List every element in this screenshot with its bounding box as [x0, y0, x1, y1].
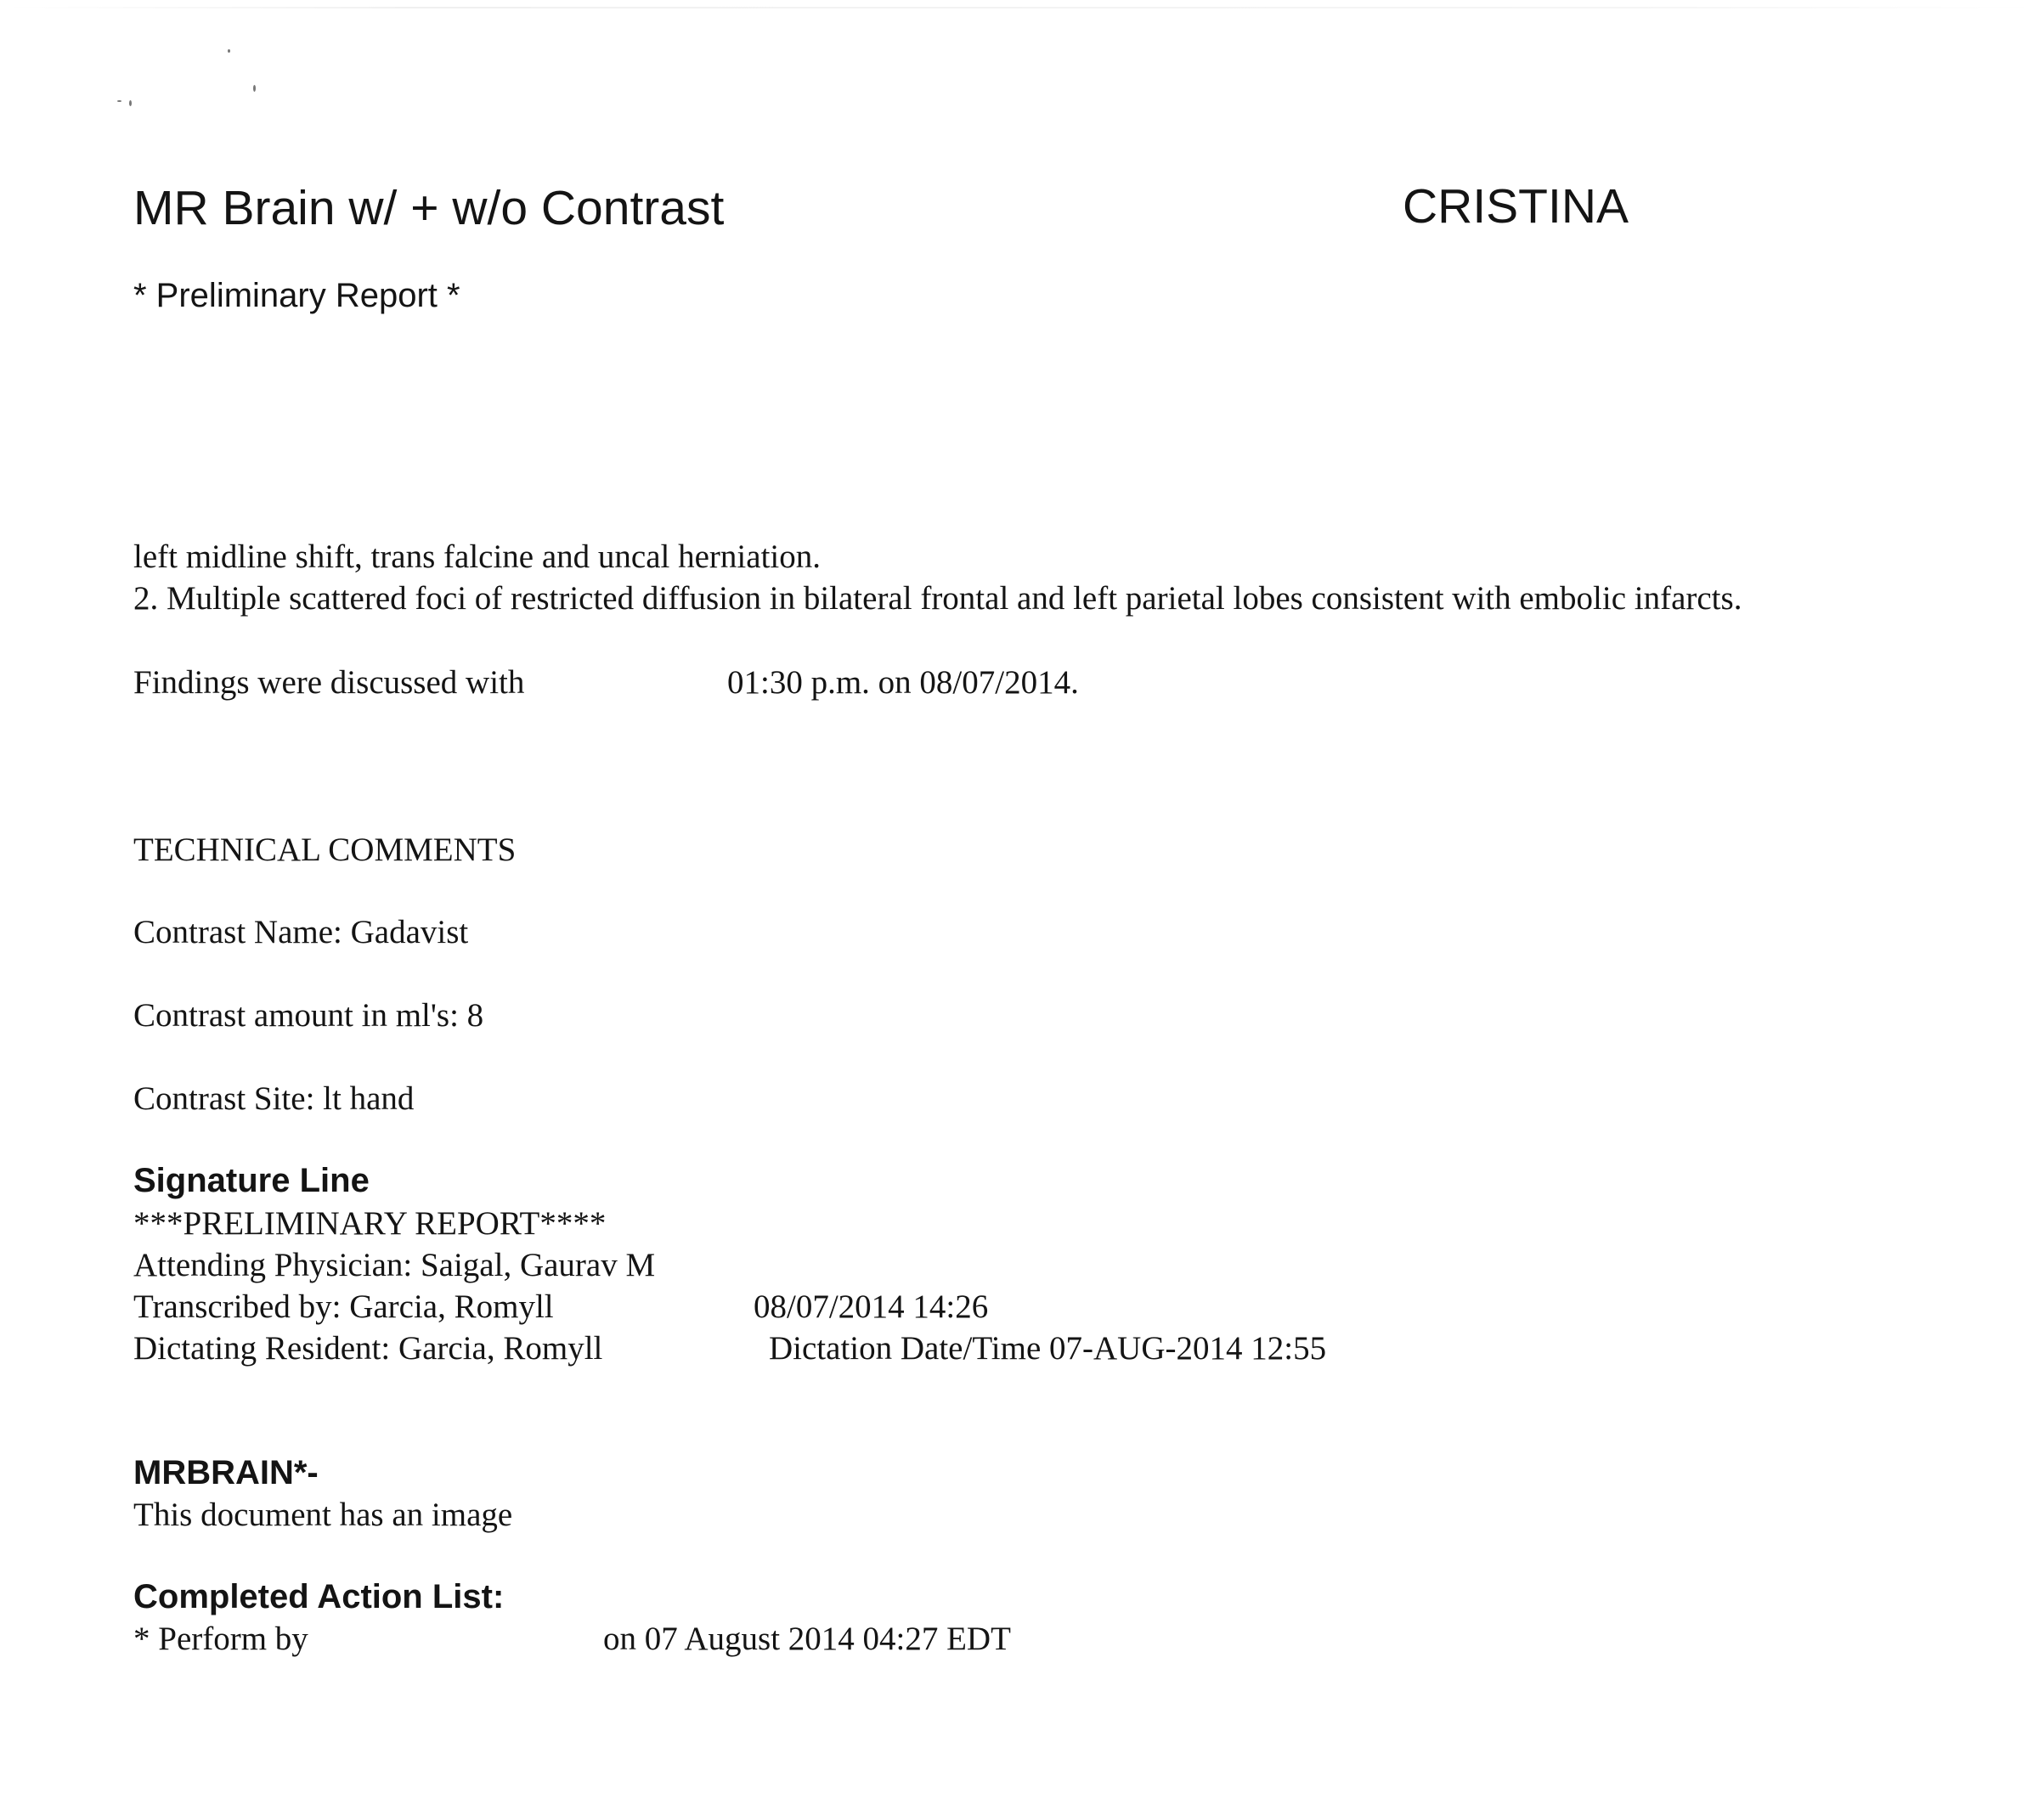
report-status: * Preliminary Report * [133, 277, 460, 314]
scan-edge [0, 7, 2044, 8]
attending-physician: Attending Physician: Saigal, Gaurav M [133, 1247, 656, 1283]
completed-action-list-heading: Completed Action List: [133, 1578, 505, 1615]
patient-name: CRISTINA [1403, 179, 1629, 234]
perform-by-label: * Perform by [133, 1621, 308, 1657]
image-note: This document has an image [133, 1497, 513, 1533]
scan-speck [129, 100, 132, 106]
dictating-resident: Dictating Resident: Garcia, Romyll [133, 1330, 603, 1367]
contrast-amount: Contrast amount in ml's: 8 [133, 997, 484, 1034]
scan-speck [117, 100, 121, 102]
technical-comments-heading: TECHNICAL COMMENTS [133, 832, 517, 868]
dictation-date-time: Dictation Date/Time 07-AUG-2014 12:55 [769, 1330, 1327, 1367]
findings-discussed-label: Findings were discussed with [133, 664, 525, 701]
contrast-name: Contrast Name: Gadavist [133, 914, 469, 950]
image-section-heading: MRBRAIN*- [133, 1454, 319, 1491]
transcribed-by: Transcribed by: Garcia, Romyll [133, 1288, 554, 1325]
perform-time: on 07 August 2014 04:27 EDT [603, 1621, 1011, 1657]
signature-line-heading: Signature Line [133, 1162, 370, 1199]
scan-speck [253, 85, 256, 92]
findings-discussed-time: 01:30 p.m. on 08/07/2014. [727, 664, 1079, 701]
preliminary-report-banner: ***PRELIMINARY REPORT**** [133, 1205, 607, 1242]
transcribed-time: 08/07/2014 14:26 [754, 1288, 989, 1325]
contrast-site: Contrast Site: lt hand [133, 1080, 415, 1117]
report-title: MR Brain w/ + w/o Contrast [133, 181, 725, 235]
impression-line-2: 2. Multiple scattered foci of restricted diffusion in bilateral frontal and left parietal lobes consistent with embolic infarcts. [133, 580, 1742, 617]
impression-line-1: left midline shift, trans falcine and uncal herniation. [133, 538, 821, 575]
scan-speck [228, 49, 230, 53]
